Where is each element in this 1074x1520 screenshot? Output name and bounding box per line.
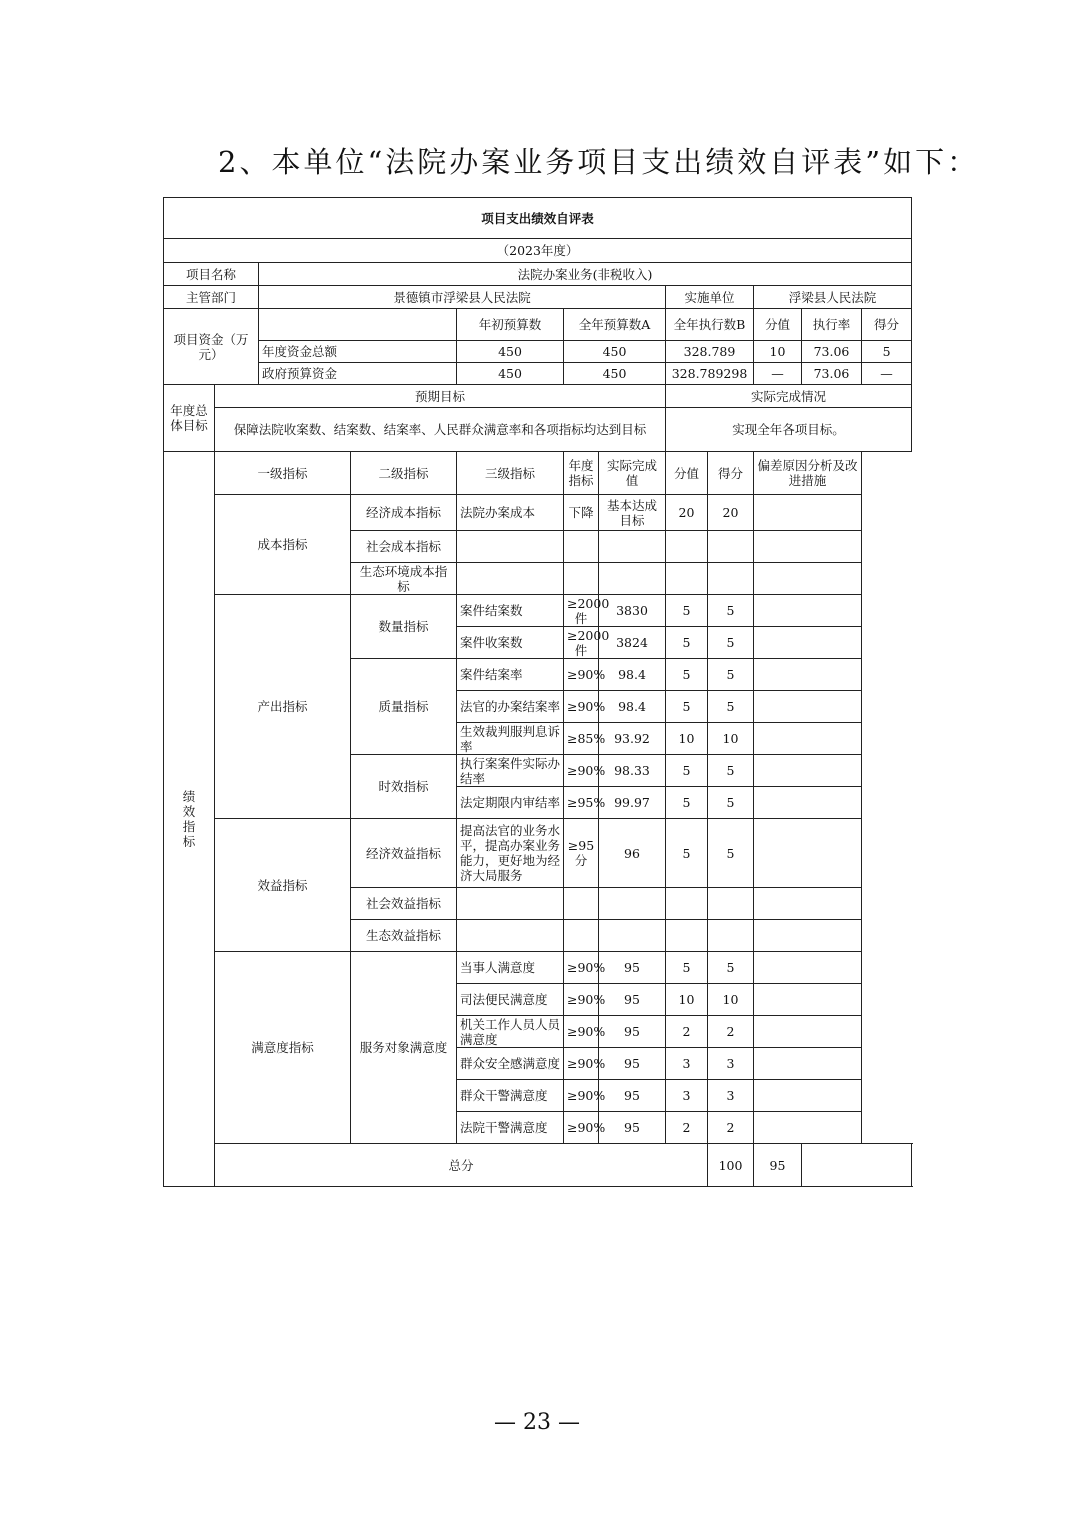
funds-cell: — (862, 363, 912, 385)
target-cell: ≥85% (564, 723, 599, 755)
level3-cell: 案件结案数 (457, 595, 564, 627)
note-cell (754, 819, 862, 888)
level3-cell (457, 531, 564, 563)
funds-header: 全年执行数B (666, 309, 754, 341)
note-cell (754, 755, 862, 787)
value-cell: 5 (666, 787, 708, 819)
value-cell: 2 (666, 1112, 708, 1144)
funds-label: 项目资金（万元） (164, 309, 259, 385)
note-cell (754, 723, 862, 755)
level3-cell: 群众安全感满意度 (457, 1048, 564, 1080)
actual-cell: 95 (599, 1016, 666, 1048)
target-cell: ≥95分 (564, 819, 599, 888)
score-cell (708, 563, 754, 595)
level3-cell: 执行案案件实际办结率 (457, 755, 564, 787)
note-cell (754, 659, 862, 691)
score-cell: 5 (708, 755, 754, 787)
target-cell: ≥90% (564, 755, 599, 787)
value-cell (666, 531, 708, 563)
perf-header: 一级指标 (215, 452, 351, 495)
target-cell: ≥90% (564, 952, 599, 984)
target-cell: ≥90% (564, 659, 599, 691)
level3-cell (457, 920, 564, 952)
value-cell: 10 (666, 723, 708, 755)
level2-cell: 社会效益指标 (351, 888, 457, 920)
score-cell: 2 (708, 1016, 754, 1048)
note-cell (754, 1016, 862, 1048)
note-cell (754, 595, 862, 627)
perf-header: 得分 (708, 452, 754, 495)
level3-cell (457, 563, 564, 595)
actual-cell: 95 (599, 1048, 666, 1080)
actual-cell (599, 563, 666, 595)
actual-cell (599, 920, 666, 952)
score-cell: 5 (708, 952, 754, 984)
score-cell: 10 (708, 723, 754, 755)
dept-value: 景德镇市浮梁县人民法院 (259, 286, 666, 309)
perf-header: 二级指标 (351, 452, 457, 495)
target-cell (564, 563, 599, 595)
note-cell (754, 1112, 862, 1144)
score-cell (708, 531, 754, 563)
note-cell (754, 495, 862, 531)
actual-cell: 3830 (599, 595, 666, 627)
level2-cell: 质量指标 (351, 659, 457, 755)
actual-cell: 95 (599, 952, 666, 984)
target-cell: ≥90% (564, 984, 599, 1016)
level1-output: 产出指标 (215, 595, 351, 819)
value-cell: 2 (666, 1016, 708, 1048)
target-cell: ≥2000件 (564, 627, 599, 659)
perf-header: 年度指标 (564, 452, 599, 495)
level3-cell: 案件结案率 (457, 659, 564, 691)
target-cell (564, 920, 599, 952)
score-cell (708, 888, 754, 920)
target-cell: ≥95% (564, 787, 599, 819)
note-cell (754, 787, 862, 819)
value-cell: 5 (666, 691, 708, 723)
funds-header: 执行率 (802, 309, 862, 341)
funds-cell: 450 (457, 341, 564, 363)
target-cell: ≥90% (564, 1112, 599, 1144)
funds-cell: 73.06 (802, 341, 862, 363)
level2-cell: 服务对象满意度 (351, 952, 457, 1144)
level2-cell: 生态效益指标 (351, 920, 457, 952)
impl-label: 实施单位 (666, 286, 754, 309)
value-cell: 5 (666, 819, 708, 888)
level3-cell: 法定期限内审结率 (457, 787, 564, 819)
level3-cell: 生效裁判服判息诉率 (457, 723, 564, 755)
level1-satisfaction: 满意度指标 (215, 952, 351, 1144)
level2-cell: 社会成本指标 (351, 531, 457, 563)
score-cell: 20 (708, 495, 754, 531)
funds-header: 分值 (754, 309, 802, 341)
target-cell: 下降 (564, 495, 599, 531)
dept-label: 主管部门 (164, 286, 259, 309)
total-label: 总分 (215, 1144, 708, 1187)
funds-cell: 73.06 (802, 363, 862, 385)
value-cell: 5 (666, 659, 708, 691)
project-name-label: 项目名称 (164, 263, 259, 286)
performance-table (163, 197, 912, 1187)
score-cell: 5 (708, 819, 754, 888)
funds-cell: — (754, 363, 802, 385)
total-value: 100 (708, 1144, 754, 1187)
value-cell: 5 (666, 755, 708, 787)
score-cell: 10 (708, 984, 754, 1016)
score-cell: 3 (708, 1080, 754, 1112)
value-cell: 5 (666, 952, 708, 984)
score-cell: 5 (708, 627, 754, 659)
funds-cell: 450 (564, 363, 666, 385)
funds-header: 得分 (862, 309, 912, 341)
level3-cell: 司法便民满意度 (457, 984, 564, 1016)
note-cell (754, 1080, 862, 1112)
level3-cell (457, 888, 564, 920)
project-name: 法院办案业务(非税收入) (259, 263, 912, 286)
level2-cell: 经济成本指标 (351, 495, 457, 531)
actual-label: 实际完成情况 (666, 385, 912, 408)
level3-cell: 当事人满意度 (457, 952, 564, 984)
value-cell: 10 (666, 984, 708, 1016)
impl-value: 浮梁县人民法院 (754, 286, 912, 309)
note-cell (754, 888, 862, 920)
note-cell (754, 1048, 862, 1080)
actual-text: 实现全年各项目标。 (666, 408, 912, 452)
table-year: （2023年度） (164, 239, 912, 263)
perf-header: 偏差原因分析及改进措施 (754, 452, 862, 495)
note-cell (754, 691, 862, 723)
level3-cell: 法官的办案结案率 (457, 691, 564, 723)
perf-label: 绩效指标 (164, 452, 215, 1187)
actual-cell: 98.33 (599, 755, 666, 787)
funds-header: 年初预算数 (457, 309, 564, 341)
value-cell: 20 (666, 495, 708, 531)
level1-cost: 成本指标 (215, 495, 351, 595)
actual-cell: 99.97 (599, 787, 666, 819)
actual-cell: 3824 (599, 627, 666, 659)
target-cell (564, 888, 599, 920)
expected-label: 预期目标 (215, 385, 666, 408)
goal-label: 年度总体目标 (164, 385, 215, 452)
perf-header: 实际完成值 (599, 452, 666, 495)
target-cell: ≥90% (564, 1016, 599, 1048)
level3-cell: 群众干警满意度 (457, 1080, 564, 1112)
level3-cell: 提高法官的业务水平，提高办案业务能力，更好地为经济大局服务 (457, 819, 564, 888)
page-heading: 2、本单位“法院办案业务项目支出绩效自评表”如下： (218, 145, 980, 179)
note-cell (754, 563, 862, 595)
level3-cell: 法院办案成本 (457, 495, 564, 531)
note-cell (802, 1144, 912, 1187)
target-cell: ≥90% (564, 1080, 599, 1112)
funds-cell: 5 (862, 341, 912, 363)
value-cell: 3 (666, 1048, 708, 1080)
note-cell (754, 531, 862, 563)
perf-header: 分值 (666, 452, 708, 495)
actual-cell (599, 888, 666, 920)
level2-cell: 经济效益指标 (351, 819, 457, 888)
note-cell (754, 627, 862, 659)
target-cell: ≥90% (564, 691, 599, 723)
score-cell: 2 (708, 1112, 754, 1144)
funds-header: 全年预算数A (564, 309, 666, 341)
value-cell (666, 920, 708, 952)
target-cell (564, 531, 599, 563)
funds-blank (259, 309, 457, 341)
funds-cell: 450 (457, 363, 564, 385)
level3-cell: 机关工作人员人员满意度 (457, 1016, 564, 1048)
funds-row-label: 政府预算资金 (259, 363, 457, 385)
actual-cell: 98.4 (599, 659, 666, 691)
expected-text: 保障法院收案数、结案数、结案率、人民群众满意率和各项指标均达到目标 (215, 408, 666, 452)
value-cell: 5 (666, 627, 708, 659)
value-cell: 5 (666, 595, 708, 627)
value-cell (666, 563, 708, 595)
actual-cell: 95 (599, 984, 666, 1016)
funds-cell: 10 (754, 341, 802, 363)
level3-cell: 法院干警满意度 (457, 1112, 564, 1144)
level2-cell: 时效指标 (351, 755, 457, 819)
actual-cell: 93.92 (599, 723, 666, 755)
score-cell: 5 (708, 787, 754, 819)
level2-cell: 生态环境成本指标 (351, 563, 457, 595)
level2-cell: 数量指标 (351, 595, 457, 659)
total-score: 95 (754, 1144, 802, 1187)
target-cell: ≥2000件 (564, 595, 599, 627)
level3-cell: 案件收案数 (457, 627, 564, 659)
level1-benefit: 效益指标 (215, 819, 351, 952)
page-number: — 23 — (494, 1410, 580, 1435)
funds-cell: 328.789298 (666, 363, 754, 385)
actual-cell: 95 (599, 1112, 666, 1144)
score-cell: 5 (708, 595, 754, 627)
value-cell: 3 (666, 1080, 708, 1112)
funds-cell: 328.789 (666, 341, 754, 363)
actual-cell: 95 (599, 1080, 666, 1112)
funds-row-label: 年度资金总额 (259, 341, 457, 363)
funds-cell: 450 (564, 341, 666, 363)
score-cell: 5 (708, 691, 754, 723)
note-cell (754, 984, 862, 1016)
target-cell: ≥90% (564, 1048, 599, 1080)
table-title: 项目支出绩效自评表 (164, 198, 912, 239)
value-cell (666, 888, 708, 920)
actual-cell: 96 (599, 819, 666, 888)
actual-cell: 基本达成目标 (599, 495, 666, 531)
note-cell (754, 952, 862, 984)
score-cell: 3 (708, 1048, 754, 1080)
actual-cell (599, 531, 666, 563)
actual-cell: 98.4 (599, 691, 666, 723)
score-cell: 5 (708, 659, 754, 691)
score-cell (708, 920, 754, 952)
perf-header: 三级指标 (457, 452, 564, 495)
note-cell (754, 920, 862, 952)
